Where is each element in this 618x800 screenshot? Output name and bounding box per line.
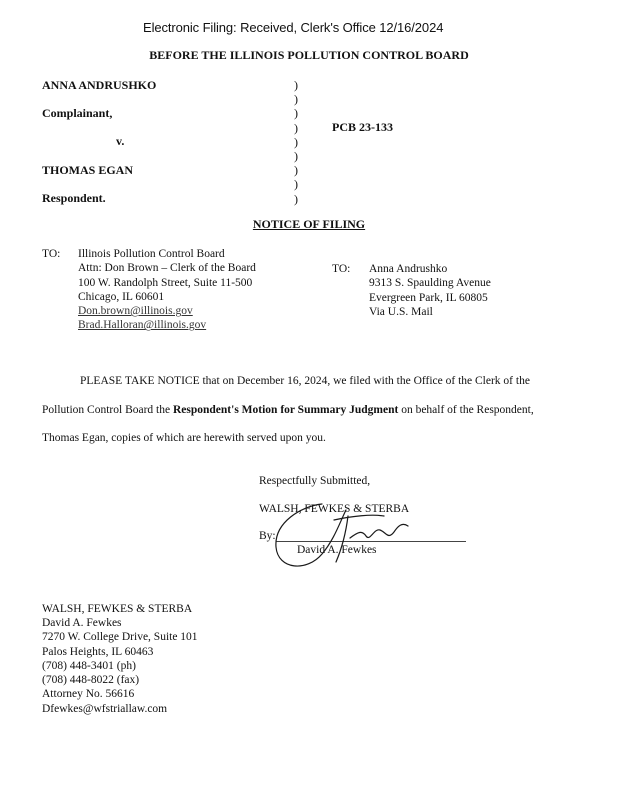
signature-firm: WALSH, FEWKES & STERBA: [259, 503, 410, 515]
address-line: Illinois Pollution Control Board: [78, 248, 225, 260]
footer-line: Attorney No. 56616: [42, 688, 135, 701]
footer-line: David A. Fewkes: [42, 617, 122, 629]
footer-contact: [42, 616, 198, 716]
by-label: By:: [259, 530, 276, 542]
to-right-label: TO:: [332, 263, 351, 275]
respondent-name: THOMAS EGAN: [42, 163, 134, 177]
footer-line: (708) 448-8022 (fax): [42, 674, 140, 687]
notice-title: NOTICE OF FILING: [252, 217, 366, 231]
email-link-clerk[interactable]: Don.brown@illinois.gov: [78, 305, 193, 318]
to-left-label: TO:: [42, 248, 61, 260]
efiling-stamp: Electronic Filing: Received, Clerk's Office 12/16/2024: [143, 20, 444, 35]
email-link-halloran[interactable]: Brad.Halloran@illinois.gov: [78, 319, 207, 332]
address-line: Attn: Don Brown – Clerk of the Board: [78, 262, 256, 275]
to-right-address: [369, 262, 491, 319]
caption-bracket: ) ) ) ) ) ) ) ) ): [294, 78, 298, 206]
signer-name: David A. Fewkes: [297, 544, 377, 556]
footer-line: (708) 448-3401 (ph): [42, 659, 136, 672]
respondent-role: Respondent.: [42, 191, 106, 205]
board-title: BEFORE THE ILLINOIS POLLUTION CONTROL BOARD: [149, 48, 469, 62]
signature-stroke-f: [334, 515, 384, 562]
footer-email[interactable]: Dfewkes@wfstriallaw.com: [42, 702, 168, 715]
footer-firm: WALSH, FEWKES & STERBA: [42, 603, 193, 615]
address-line: Evergreen Park, IL 60805: [369, 291, 488, 304]
signature-stroke-tail: [350, 524, 408, 538]
versus: v.: [116, 134, 125, 148]
signature-loop: [276, 504, 346, 566]
to-left-address: [78, 247, 256, 333]
address-line: Via U.S. Mail: [369, 305, 433, 318]
address-line: Chicago, IL 60601: [78, 290, 165, 303]
motion-title: Respondent's Motion for Summary Judgment: [172, 404, 399, 416]
address-line: Anna Andrushko: [369, 263, 448, 275]
complainant-role: Complainant,: [42, 106, 113, 120]
address-line: 9313 S. Spaulding Avenue: [369, 277, 491, 290]
footer-line: 7270 W. College Drive, Suite 101: [42, 631, 198, 644]
notice-line-2: Pollution Control Board the Respondent's Motion for Summary Judgment on behalf of the Respondent,: [42, 404, 534, 416]
closing: Respectfully Submitted,: [259, 475, 371, 487]
notice-line-3: Thomas Egan, copies of which are herewith served upon you.: [42, 432, 326, 444]
handwritten-signature: [262, 492, 422, 582]
complainant-name: ANNA ANDRUSHKO: [42, 78, 157, 92]
notice-line-1: PLEASE TAKE NOTICE that on December 16, 2024, we filed with the Office of the Clerk of the: [80, 375, 530, 387]
case-number: PCB 23-133: [332, 120, 393, 134]
address-line: 100 W. Randolph Street, Suite 11-500: [78, 276, 253, 289]
footer-line: Palos Heights, IL 60463: [42, 645, 154, 658]
